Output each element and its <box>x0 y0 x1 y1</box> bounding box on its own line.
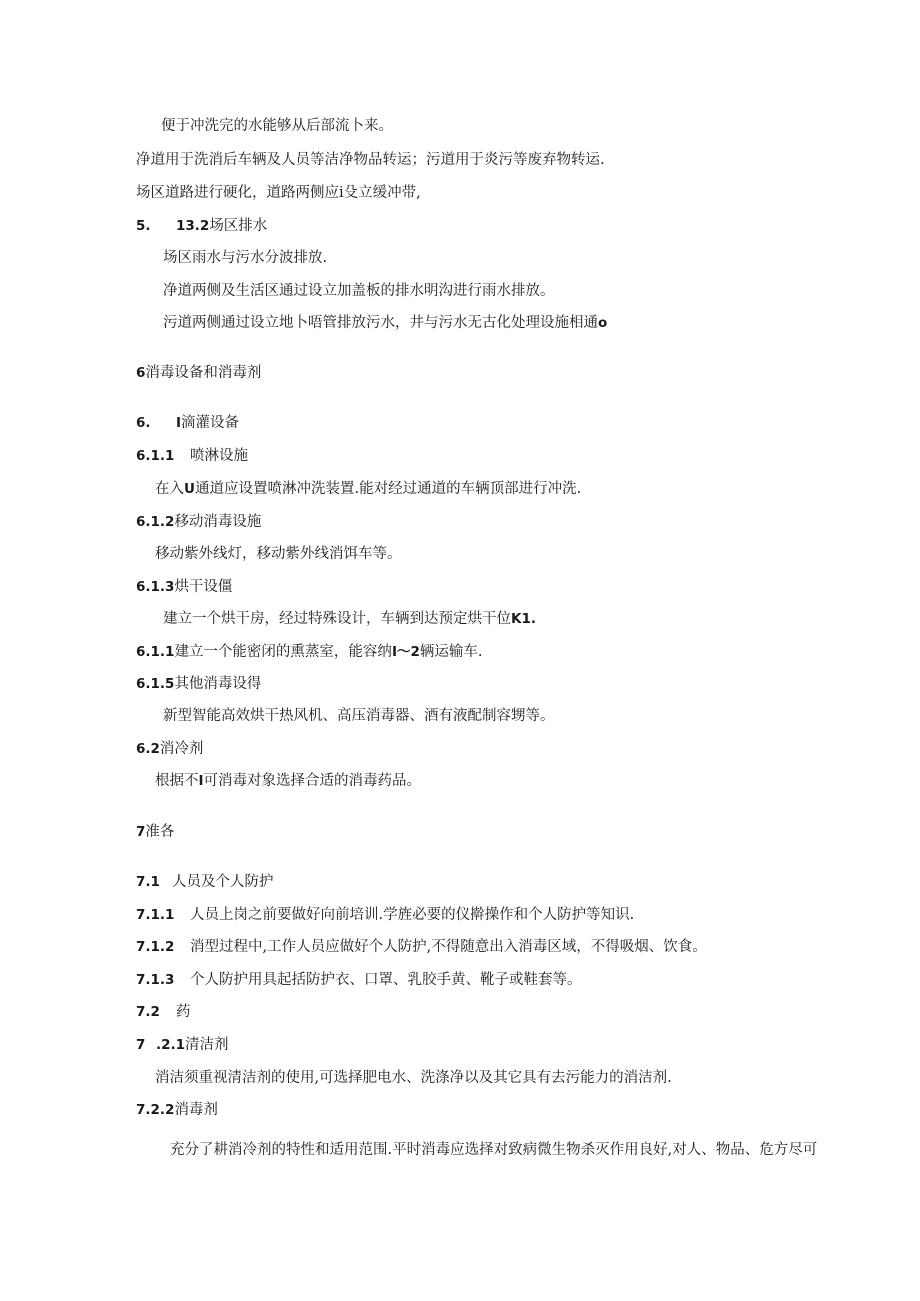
paragraph-text: U <box>184 481 195 497</box>
paragraph-text: 在入 <box>155 481 184 497</box>
section-title: 场区排水 <box>209 218 268 234</box>
paragraph-text: 通道应设置喷淋冲洗装置.能对经过通道的车辆顶部进行冲洗. <box>194 481 582 497</box>
subsection-title: 消毒剂 <box>174 1102 218 1118</box>
section-number: 6. <box>136 415 151 431</box>
paragraph-text: o <box>598 315 608 331</box>
subsection-number: 7 <box>136 1037 146 1053</box>
paragraph-line: 场区雨水与污水分波排放. <box>163 250 328 266</box>
paragraph-text: K1. <box>511 611 536 627</box>
paragraph-line: 新型智能高效烘干热风机、高压消毒器、酒有液配制容甥等。 <box>163 708 555 724</box>
chapter-number: 7 <box>136 824 146 840</box>
paragraph-line <box>155 479 581 499</box>
paragraph-text: 建立一个能密闭的熏蒸室，能容纳 <box>174 644 392 660</box>
paragraph-line: 充分了耕消冷剂的特性和适用范围.平时消毒应选择对致病微生物杀灭作用良好,对人、物品、危方尽可 <box>170 1142 818 1158</box>
subsection-title: 烘干设僵 <box>174 579 233 595</box>
subsection-number: 7.2.2 <box>136 1102 175 1118</box>
paragraph-line: 场区道路进行硬化，道路两侧应i殳立缓冲带, <box>136 185 421 201</box>
section-number: 7.1 <box>136 874 160 890</box>
subsection-number: 6.1.1 <box>136 644 175 660</box>
subsection-number: 7.1.1 <box>136 907 175 923</box>
paragraph-line: 消洁须重视清洁剂的使用,可选择肥电水、洗涤净以及其它具有去污能力的消洁剂. <box>155 1070 672 1086</box>
subsection-heading <box>136 512 261 532</box>
section-number: 7.2 <box>136 1004 160 1020</box>
subsection-title: 喷淋设施 <box>190 448 248 464</box>
subsection-heading <box>136 674 261 694</box>
paragraph-text: 消型过程中,工作人员应做好个人防护,不得随意出入消毒区域，不得吸烟、饮食。 <box>190 939 707 955</box>
subsection-heading <box>136 1100 218 1120</box>
section-number: 13.2 <box>176 218 210 234</box>
section-heading <box>136 872 274 892</box>
paragraph-text: I <box>198 773 204 789</box>
subsection-heading <box>136 577 232 597</box>
paragraph-text: 污道两侧通过设立地卜唔管排放污水，井与污水无古化处理设施相通 <box>163 315 598 331</box>
chapter-title: 准各 <box>145 824 175 840</box>
section-heading <box>136 1002 191 1022</box>
paragraph-line: 便于冲洗完的水能够从后部流卜来。 <box>161 118 393 134</box>
subsection-number: .2.1 <box>156 1037 186 1053</box>
subsection-number: 6.1.3 <box>136 579 175 595</box>
subsection-title: 其他消毒设得 <box>174 676 262 692</box>
paragraph-text: I～2 <box>391 644 420 660</box>
section-number: 6.2 <box>136 741 160 757</box>
section-heading <box>136 739 203 759</box>
paragraph-text: 根据不 <box>155 773 199 789</box>
subsection-number: 7.1.3 <box>136 972 175 988</box>
section-heading <box>136 413 239 433</box>
subsection-heading <box>136 1035 229 1055</box>
subsection-title: 移动消毒设施 <box>174 514 262 530</box>
subsection-number: 6.1.5 <box>136 676 175 692</box>
paragraph-line <box>163 609 536 629</box>
section-title: 药 <box>176 1004 191 1020</box>
section-title: 人员及个人防护 <box>172 874 274 890</box>
chapter-title: 消毒设备和消毒剂 <box>145 365 262 381</box>
paragraph-line: 净道两侧及生活区通过设立加盖板的排水明沟进行雨水排放。 <box>163 283 555 299</box>
subsection-line <box>136 905 634 925</box>
subsection-number: 6.1.1 <box>136 448 175 464</box>
subsection-heading <box>136 642 482 662</box>
paragraph-line <box>155 771 421 791</box>
paragraph-line <box>163 313 607 333</box>
paragraph-text: 人员上岗之前要做好向前培训.学旌必要的仪擀操作和个人防护等知识. <box>190 907 635 923</box>
subsection-number: 7.1.2 <box>136 939 175 955</box>
section-title: 滴灌设备 <box>181 415 240 431</box>
paragraph-text: 个人防护用具起括防护衣、口罩、乳胶手黄、靴子或鞋套等。 <box>190 972 582 988</box>
subsection-number: 6.1.2 <box>136 514 175 530</box>
paragraph-line: 净道用于洗消后车辆及人员等洁净物品转运；污道用于炎污等废弃物转运. <box>136 152 605 168</box>
subsection-line <box>136 970 582 990</box>
chapter-number: 6 <box>136 365 146 381</box>
subsection-title: 清洁剂 <box>185 1037 229 1053</box>
section-number: I <box>176 415 182 431</box>
paragraph-text: 建立一个烘干房，经过特殊设计，车辆到达预定烘干位 <box>163 611 511 627</box>
section-heading <box>136 216 267 236</box>
subsection-heading <box>136 446 248 466</box>
paragraph-line: 移动紫外线灯，移动紫外线消饵车等。 <box>155 546 402 562</box>
paragraph-text: 可消毒对象选择合适的消毒药品。 <box>203 773 422 789</box>
section-number: 5. <box>136 218 151 234</box>
subsection-line <box>136 937 707 957</box>
section-title: 消冷剂 <box>159 741 204 757</box>
chapter-heading <box>136 822 174 842</box>
chapter-heading <box>136 363 261 383</box>
paragraph-text: 辆运输车. <box>419 644 483 660</box>
